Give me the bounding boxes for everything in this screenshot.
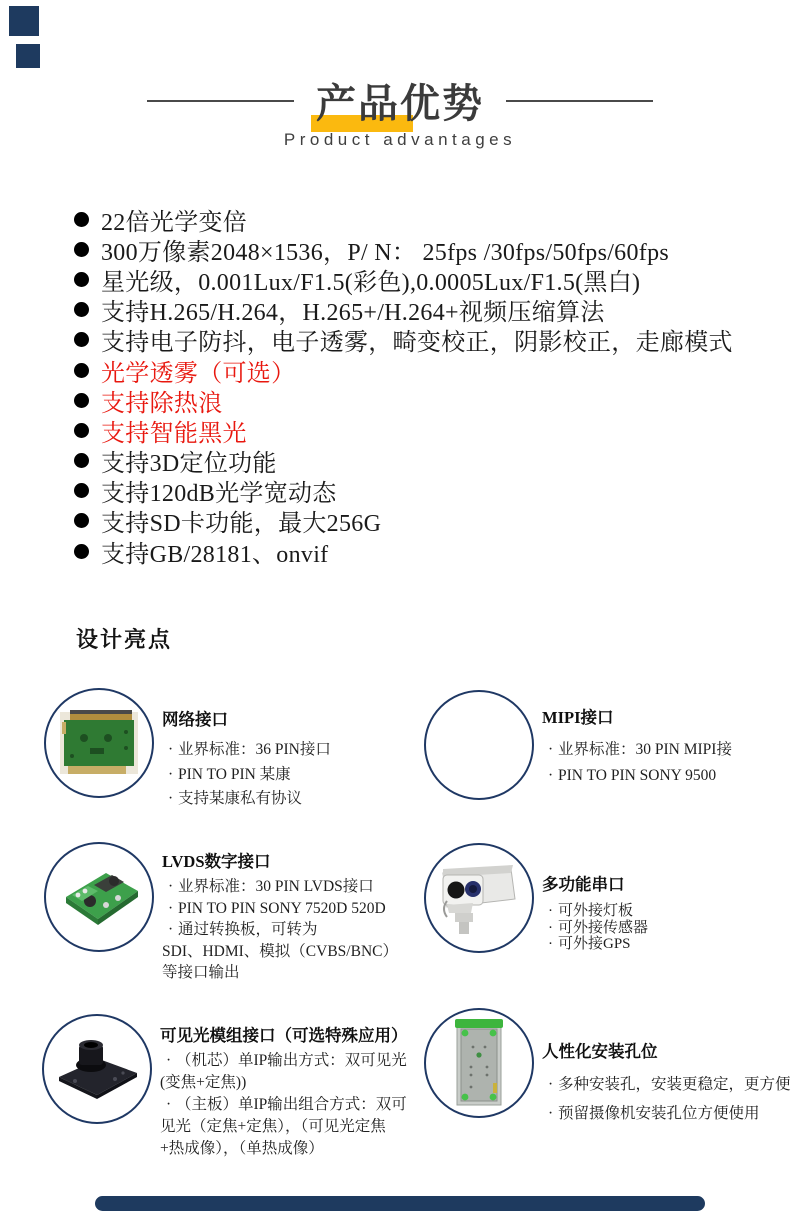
dot-icon: · xyxy=(548,767,554,784)
card-circle xyxy=(424,843,534,953)
card-title: LVDS数字接口 xyxy=(162,852,271,871)
card-line: · PIN TO PIN SONY 7520D 520D xyxy=(162,898,398,920)
divider-left xyxy=(147,100,294,102)
bullet-icon xyxy=(74,242,89,257)
card-line: · 支持某康私有协议 xyxy=(162,787,331,812)
card-line: 等接口输出 xyxy=(162,964,240,981)
dual-lens-camera-image xyxy=(433,855,525,941)
card-circle xyxy=(424,1008,534,1118)
feature-item: 支持电子防抖，电子透雾，畸变校正，阴影校正，走廊模式 xyxy=(74,325,733,355)
page-subtitle: Product advantages xyxy=(283,130,517,149)
card-line: · 业界标准：30 PIN LVDS接口 xyxy=(162,876,398,898)
feature-item-red: 支持智能黑光 xyxy=(74,415,733,445)
card-line: · 可外接灯板 xyxy=(548,903,634,919)
dot-icon: · xyxy=(168,790,174,807)
card-line: · 业界标准：30 PIN MIPI接 xyxy=(542,737,732,763)
card-title: 多功能串口 xyxy=(542,875,625,894)
feature-item-red: 光学透雾（可选） xyxy=(74,355,733,385)
camera-module-image xyxy=(53,1033,141,1105)
bullet-icon xyxy=(74,453,89,468)
card-circle xyxy=(42,1014,152,1124)
feature-card-lvds xyxy=(44,842,398,984)
card-circle xyxy=(44,842,154,952)
card-line: · PIN TO PIN SONY 9500 xyxy=(542,763,732,789)
card-title: 可见光模组接口（可选特殊应用） xyxy=(160,1026,408,1045)
bullet-icon xyxy=(74,393,89,408)
bottom-decor-bar xyxy=(95,1196,705,1211)
card-line: · 可外接GPS xyxy=(548,936,631,952)
dot-icon: · xyxy=(168,921,174,938)
dot-icon: · xyxy=(168,765,174,783)
feature-card-serial xyxy=(424,843,648,953)
card-line: · （机芯）单IP输出方式：双可见光 xyxy=(160,1050,408,1072)
feature-item: 300万像素2048×1536，P/ N： 25fps /30fps/50fps/60fps xyxy=(74,234,733,264)
page-title xyxy=(316,72,484,129)
network-pcb-image xyxy=(56,708,142,778)
dot-icon: · xyxy=(548,903,553,919)
mounting-plate-image xyxy=(447,1017,511,1109)
card-line: · 多种安装孔，安装更稳定，更方便 xyxy=(542,1070,791,1099)
dot-icon: · xyxy=(168,878,174,895)
bullet-icon xyxy=(74,363,89,378)
bullet-icon xyxy=(74,332,89,347)
feature-item: 22倍光学变倍 xyxy=(74,204,733,234)
feature-card-visible-module xyxy=(42,1014,408,1160)
divider-right xyxy=(506,100,653,102)
lvds-module-image xyxy=(54,861,144,933)
bullet-icon xyxy=(74,212,89,227)
dot-icon: · xyxy=(548,741,554,758)
dot-icon: · xyxy=(548,936,553,952)
dot-icon: · xyxy=(548,919,553,936)
card-line: (变焦+定焦)) xyxy=(160,1074,247,1091)
dot-icon: · xyxy=(166,1052,172,1069)
feature-card-mounting xyxy=(424,1008,791,1128)
bullet-icon xyxy=(74,483,89,498)
page-title-text: 产品优势 xyxy=(316,82,484,126)
bullet-icon xyxy=(74,513,89,528)
feature-item-red: 支持除热浪 xyxy=(74,385,733,415)
card-title: 网络接口 xyxy=(162,710,228,729)
card-circle-empty xyxy=(424,690,534,800)
feature-item: 支持H.265/H.264，H.265+/H.264+视频压缩算法 xyxy=(74,295,733,325)
card-title: 人性化安装孔位 xyxy=(542,1042,658,1061)
dot-icon: · xyxy=(548,1105,554,1122)
card-line: · PIN TO PIN 某康 xyxy=(162,763,331,788)
feature-item: 支持120dB光学宽动态 xyxy=(74,476,733,506)
card-title: MIPI接口 xyxy=(542,708,614,727)
dot-icon: · xyxy=(548,1076,554,1093)
card-line: SDI、HDMI、模拟（CVBS/BNC） xyxy=(162,942,398,960)
feature-card-network xyxy=(44,688,331,812)
dot-icon: · xyxy=(168,741,174,758)
feature-card-mipi xyxy=(424,690,732,800)
bullet-icon xyxy=(74,423,89,438)
card-line: +热成像），（单热成像） xyxy=(160,1140,324,1157)
card-line: · 可外接传感器 xyxy=(548,919,649,936)
bullet-icon xyxy=(74,272,89,287)
dot-icon: · xyxy=(168,899,174,917)
feature-list xyxy=(74,204,733,566)
feature-item: 支持GB/28181、onvif xyxy=(74,536,733,566)
feature-item: 支持3D定位功能 xyxy=(74,446,733,476)
card-line: · （主板）单IP输出组合方式：双可 xyxy=(160,1094,408,1116)
feature-item: 支持SD卡功能，最大256G xyxy=(74,506,733,536)
card-line: · 预留摄像机安装孔位方便使用 xyxy=(542,1099,791,1128)
card-line: · 通过转换板，可转为 xyxy=(162,919,398,941)
bullet-icon xyxy=(74,302,89,317)
dot-icon: · xyxy=(166,1096,172,1113)
header xyxy=(0,72,800,129)
card-circle xyxy=(44,688,154,798)
card-line: · 业界标准：36 PIN接口 xyxy=(162,738,331,763)
bullet-icon xyxy=(74,544,89,559)
design-heading: 设计亮点 xyxy=(76,627,173,652)
corner-square-2 xyxy=(16,44,40,68)
corner-square-1 xyxy=(9,6,39,36)
feature-item: 星光级，0.001Lux/F1.5(彩色),0.0005Lux/F1.5(黑白) xyxy=(74,264,733,294)
card-line: 见光（定焦+定焦），（可见光定焦 xyxy=(160,1118,386,1135)
